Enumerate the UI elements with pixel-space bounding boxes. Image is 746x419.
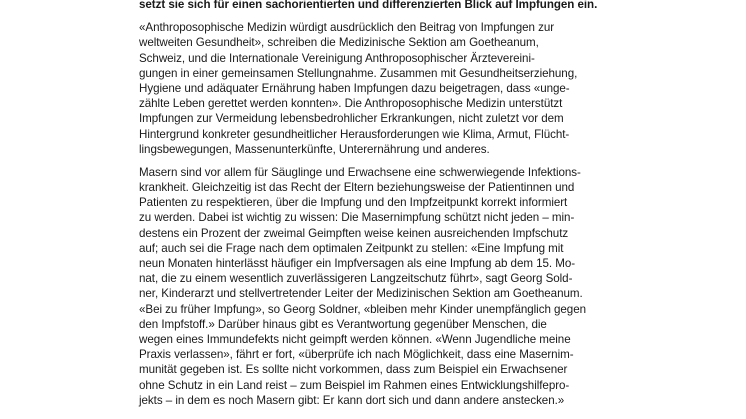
text-line: Masern sind vor allem für Säuglinge und Erwachsene eine schwerwiegende Infektions-	[139, 165, 581, 179]
text-line: Patienten zu respektieren, über die Impfung und den Impfzeitpunkt korrekt informiert	[139, 196, 568, 210]
text-line: den Impfstoff.» Darüber hinaus gibt es Verantwortung gegenüber Menschen, die	[139, 317, 547, 331]
text-line: krankheit. Gleichzeitig ist das Recht der Eltern beziehungsweise der Patientinnen und	[139, 181, 575, 195]
text-line: wegen eines Immundefekts nicht geimpft werden können. «Wenn Jugendliche meine	[139, 332, 571, 346]
text-line: Impfungen zur Vermeidung lebensbedrohlicher Erkrankungen, nicht zuletzt vor dem	[139, 112, 564, 126]
text-line: «Anthroposophische Medizin würdigt ausdrücklich den Beitrag von Impfungen zur	[139, 21, 555, 35]
text-line: Hintergrund konkreter gesundheitlicher Herausforderungen wie Klima, Armut, Flücht-	[139, 127, 570, 141]
lead-sentence	[139, 0, 609, 12]
text-line: nat, die zu einem wesentlich zuverlässigeren Langzeitschutz führt», sagt Georg Sold-	[139, 272, 573, 286]
paragraph-measles	[139, 165, 609, 408]
document-body	[139, 0, 609, 408]
text-line: ner, Kinderarzt und stellvertretender Leiter der Medizinischen Sektion am Goetheanum.	[139, 287, 583, 301]
text-line: auf; auch sei die Frage nach dem optimalen Zeitpunkt zu stellen: «Eine Impfung mit	[139, 241, 564, 255]
text-line: ohne Schutz in ein Land reist – zum Beispiel im Rahmen eines Entwicklungshilfepro-	[139, 378, 570, 392]
text-line: «Bei zu früher Impfung», so Georg Soldner, «bleiben mehr Kinder unempfänglich gegen	[139, 302, 587, 316]
text-line: Schweiz, und die Internationale Vereinigung Anthroposophischer Ärztevereini-	[139, 51, 535, 65]
text-line: setzt sie sich für einen sachorientierten und differenzierten Blick auf Impfungen ein.	[139, 0, 598, 11]
text-line: zu werden. Dabei ist wichtig zu wissen: Die Masernimpfung schützt nicht jeden – min-	[139, 211, 575, 225]
text-line: zählte Leben gerettet werden konnten». Die Anthroposophische Medizin unterstützt	[139, 97, 563, 111]
text-line: weltweiten Gesundheit», schreiben die Medizinische Sektion am Goetheanum,	[139, 36, 539, 50]
text-line: gungen in einer gemeinsamen Stellungnahme. Zusammen mit Gesundheitserziehung,	[139, 66, 578, 80]
text-line: lingsbewegungen, Massenunterkünfte, Unterernährung und anderes.	[139, 142, 490, 156]
text-line: Praxis verlassen», fährt er fort, «überprüfe ich nach Möglichkeit, dass eine Masernim-	[139, 348, 574, 362]
paragraph-anthroposophic-medicine	[139, 20, 609, 157]
text-line: neun Monaten hinterlässt häufiger ein Impfversagen als eine Impfung ab dem 15. Mo-	[139, 257, 576, 270]
text-line: munität gegeben ist. Es sollte nicht vorkommen, dass zum Beispiel ein Erwachsener	[139, 363, 568, 377]
text-line: Hygiene und adäquater Ernährung haben Impfungen dazu beigetragen, dass «unge-	[139, 81, 570, 95]
text-line: jekts – in dem es noch Masern gibt: Er kann dort sich und dann andere anstecken.»	[139, 393, 565, 407]
text-line: destens ein Prozent der zweimal Geimpften weise keinen ausreichenden Impfschutz	[139, 226, 569, 240]
